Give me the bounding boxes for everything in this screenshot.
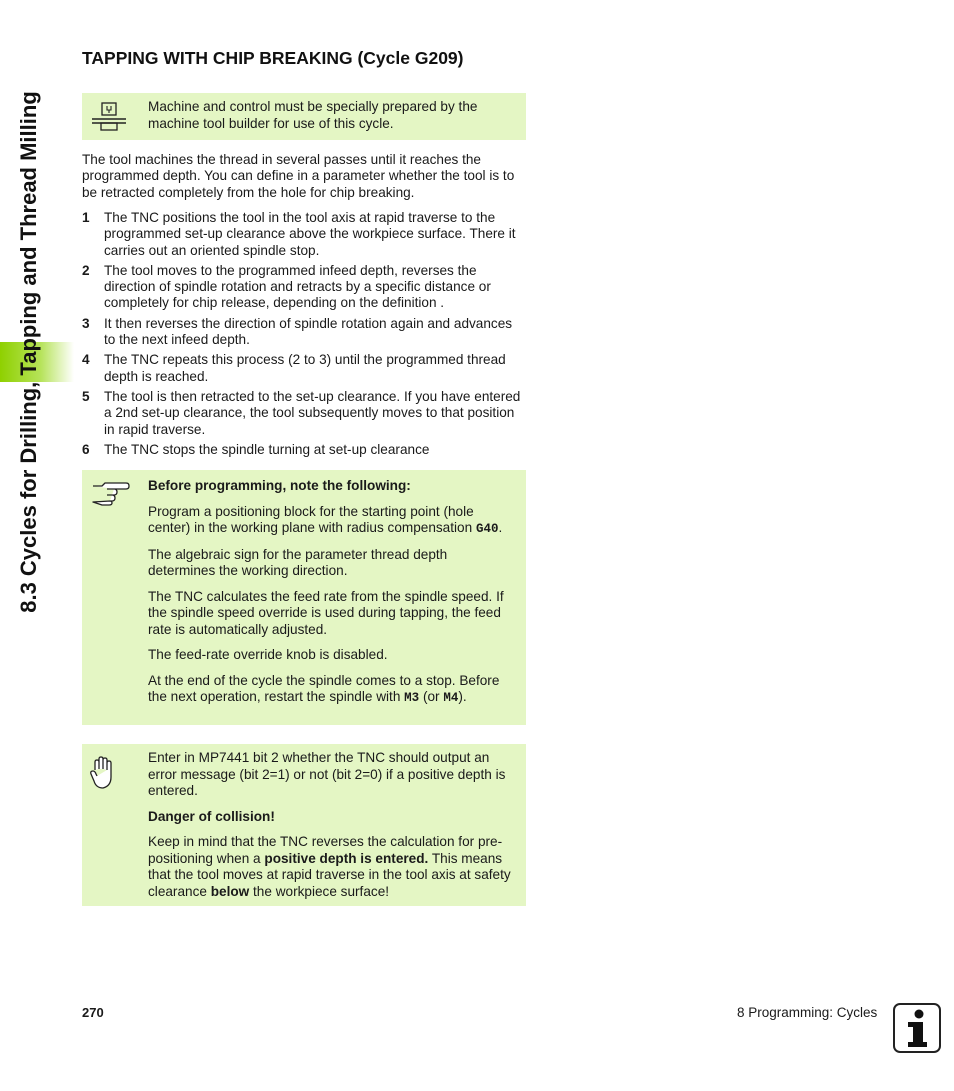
steps-list xyxy=(82,210,526,458)
step-number: 5 xyxy=(82,388,90,404)
step-text: The TNC positions the tool in the tool axis at rapid traverse to the programmed set-up clearance above the workpiece surface. There it carries out an oriented spindle stop. xyxy=(104,210,516,258)
programming-note-p1: Program a positioning block for the starting point (hole center) in the working plane with radius compensation G40. xyxy=(148,503,503,536)
chapter-footer: 8 Programming: Cycles xyxy=(737,1005,878,1020)
step-number: 2 xyxy=(82,262,90,278)
section-title: TAPPING WITH CHIP BREAKING (Cycle G209) xyxy=(82,48,464,68)
list-item xyxy=(82,442,526,458)
list-item xyxy=(82,316,526,349)
list-item xyxy=(82,263,526,312)
step-number: 1 xyxy=(82,210,90,225)
step-number: 3 xyxy=(82,315,90,331)
info-icon xyxy=(893,1003,941,1053)
list-item xyxy=(82,352,526,385)
warning-note-box xyxy=(82,744,526,906)
machine-tool-icon xyxy=(90,101,128,136)
step-text: The TNC stops the spindle turning at set-up clearance xyxy=(104,441,430,457)
programming-note-p3: The TNC calculates the feed rate from the spindle speed. If the spindle speed override is used during tapping, the feed rate is automatically adjusted. xyxy=(148,588,504,637)
machine-note-box xyxy=(82,93,526,140)
step-text: It then reverses the direction of spindle rotation again and advances to the next infeed depth. xyxy=(104,315,513,348)
programming-note-p4: The feed-rate override knob is disabled. xyxy=(148,647,388,662)
list-item xyxy=(82,389,526,438)
programming-note-p2: The algebraic sign for the parameter thread depth determines the working direction. xyxy=(148,546,448,578)
step-number: 6 xyxy=(82,441,90,457)
step-text: The tool is then retracted to the set-up clearance. If you have entered a 2nd set-up clearance, the tool subsequently moves to that position in rapid traverse. xyxy=(104,388,521,437)
programming-note-box xyxy=(82,470,526,725)
step-number: 4 xyxy=(82,352,90,368)
pointing-hand-icon xyxy=(90,480,130,511)
side-chapter-title: 8.3 Cycles for Drilling, Tapping and Thread Milling xyxy=(16,91,41,613)
page-number: 270 xyxy=(82,1005,104,1020)
warning-note-p2: Keep in mind that the TNC reverses the calculation for pre-positioning when a positive depth is entered. This means that the tool moves at rapid traverse in the tool axis at safety clearance below the workpiece surface! xyxy=(148,834,511,899)
machine-note-text: Machine and control must be specially prepared by the machine tool builder for use of this cycle. xyxy=(148,99,478,131)
warning-note-p1: Enter in MP7441 bit 2 whether the TNC should output an error message (bit 2=1) or not (bit 2=0) if a positive depth is entered. xyxy=(148,750,506,798)
programming-note-heading: Before programming, note the following: xyxy=(148,478,411,493)
raised-hand-icon xyxy=(90,756,116,795)
step-text: The TNC repeats this process (2 to 3) until the programmed thread depth is reached. xyxy=(104,352,506,384)
programming-note-p5: At the end of the cycle the spindle comes to a stop. Before the next operation, restart the spindle with M3 (or M4). xyxy=(148,672,500,705)
list-item xyxy=(82,210,526,259)
intro-paragraph: The tool machines the thread in several passes until it reaches the programmed depth. You can define in a parameter whether the tool is to be retracted completely from the hole for chip breaking. xyxy=(82,152,515,200)
step-text: The tool moves to the programmed infeed depth, reverses the direction of spindle rotation and retracts by a specific distance or completely for chip release, depending on the definition . xyxy=(104,262,491,311)
warning-note-heading: Danger of collision! xyxy=(148,808,275,824)
